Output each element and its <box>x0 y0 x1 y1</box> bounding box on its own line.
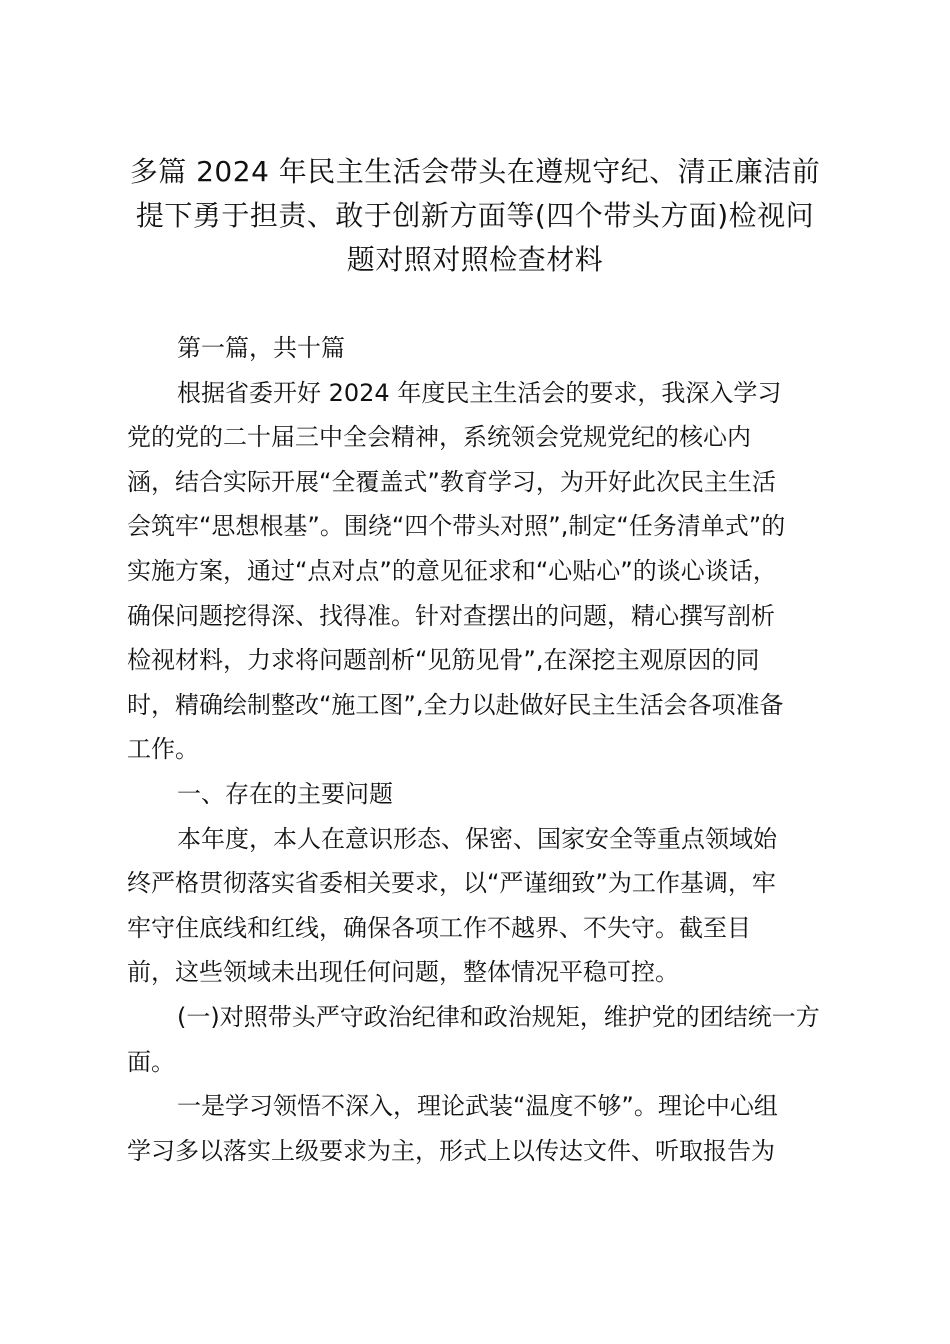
document-body <box>127 326 832 1173</box>
paragraph-line: 会筑牢“思想根基”。围绕“四个带头对照”,制定“任务清单式”的 <box>127 512 786 541</box>
paragraph-line: 实施方案，通过“点对点”的意见征求和“心贴心”的谈心谈话， <box>127 556 777 585</box>
paragraph-line: 涵，结合实际开展“全覆盖式”教育学习，为开好此次民主生活 <box>127 467 776 496</box>
paragraph-line: 前，这些领域未出现任何问题，整体情况平稳可控。 <box>127 958 679 987</box>
title-line-2: 提下勇于担责、敢于创新方面等(四个带头方面)检视问 <box>135 199 815 232</box>
paragraph-line: 学习多以落实上级要求为主，形式上以传达文件、听取报告为 <box>127 1136 775 1165</box>
paragraph-line: 终严格贯彻落实省委相关要求，以“严谨细致”为工作基调，牢 <box>127 869 776 898</box>
paragraph-line: 党的党的二十届三中全会精神，系统领会党规党纪的核心内 <box>127 423 751 452</box>
section-heading: 一、存在的主要问题 <box>177 779 393 808</box>
part-label: 第一篇，共十篇 <box>177 334 345 362</box>
paragraph-line: 工作。 <box>127 735 199 764</box>
paragraph-line: 时，精确绘制整改“施工图”,全力以赴做好民主生活会各项准备 <box>127 690 784 719</box>
paragraph-line: 牢守住底线和红线，确保各项工作不越界、不失守。截至目 <box>127 913 751 942</box>
paragraph-line: 确保问题挖得深、找得准。针对查摆出的问题，精心撰写剖析 <box>127 601 775 630</box>
subsection-heading-cont: 面。 <box>127 1047 175 1076</box>
title-line-1: 多篇 2024 年民主生活会带头在遵规守纪、清正廉洁前 <box>129 155 821 188</box>
subsection-heading: (一)对照带头严守政治纪律和政治规矩，维护党的团结统一方 <box>177 1002 820 1031</box>
paragraph-line: 本年度，本人在意识形态、保密、国家安全等重点领域始 <box>177 824 777 853</box>
document-title <box>120 150 830 282</box>
paragraph-line: 根据省委开好 2024 年度民主生活会的要求，我深入学习 <box>177 378 782 407</box>
paragraph-line: 检视材料，力求将问题剖析“见筋见骨”,在深挖主观原因的同 <box>127 646 760 675</box>
title-line-3: 题对照对照检查材料 <box>346 243 604 276</box>
paragraph-line: 一是学习领悟不深入，理论武装“温度不够”。理论中心组 <box>177 1092 778 1121</box>
